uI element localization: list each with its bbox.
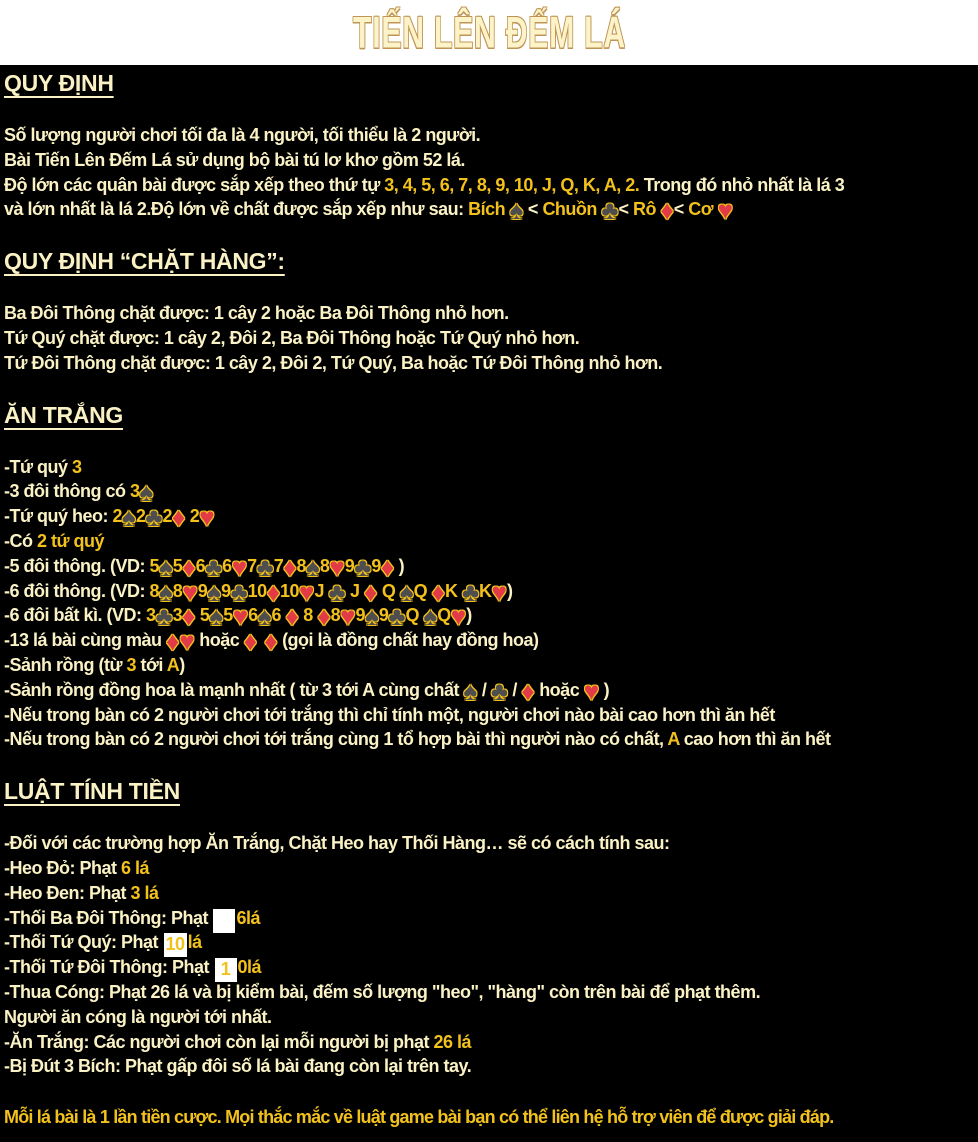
spade-icon: ♠ bbox=[423, 601, 438, 632]
diamond-icon: ♦ bbox=[182, 551, 196, 582]
rule-line bbox=[4, 1054, 972, 1079]
rule-line bbox=[4, 576, 972, 607]
club-icon: ♣ bbox=[256, 551, 274, 582]
diamond-icon: ♦ bbox=[283, 551, 297, 582]
text-segment: -Nếu trong bàn có 2 người chơi tới trắng cùng 1 tổ hợp bài thì người nào có chất, bbox=[4, 729, 668, 750]
section-heading: ĂN TRẮNG bbox=[4, 401, 123, 428]
text-segment: -Thối Tứ Đôi Thông: Phạt bbox=[4, 957, 214, 978]
highlight-text: Rô bbox=[633, 199, 661, 220]
highlight-box: 10 bbox=[164, 933, 187, 957]
heart-icon: ♥ bbox=[232, 601, 249, 632]
text-segment: -Tứ quý bbox=[4, 456, 73, 477]
rule-line bbox=[4, 529, 972, 554]
highlight-text: 6 lá bbox=[121, 857, 150, 878]
club-icon: ♣ bbox=[205, 551, 223, 582]
highlight-text: 2 bbox=[135, 506, 146, 527]
highlight-text: Mỗi lá bài là 1 lần tiền cược. Mọi thắc mắc về luật game bài bạn có thể liên hệ hỗ trợ viên để được giải đáp. bbox=[4, 1107, 834, 1128]
text-segment: -Nếu trong bàn có 2 người chơi tới trắng thì chỉ tính một, người chơi nào bài cao hơn thì ăn hết bbox=[4, 704, 775, 725]
rule-line bbox=[4, 195, 972, 226]
text-segment: < bbox=[618, 199, 633, 220]
text-segment: -Sảnh rồng (từ bbox=[4, 654, 127, 675]
rule-line bbox=[4, 626, 972, 657]
heart-icon: ♥ bbox=[329, 551, 345, 582]
text-segment: -Thua Cóng: Phạt 26 lá và bị kiểm bài, đếm số lượng "heo", "hàng" còn trên bài để phạt thêm. bbox=[4, 981, 761, 1002]
section-heading: QUY ĐỊNH bbox=[4, 70, 114, 96]
highlight-text: 26 lá bbox=[433, 1031, 472, 1052]
heart-icon: ♥ bbox=[491, 576, 507, 607]
spade-icon: ♠ bbox=[139, 477, 154, 508]
text-segment: ) bbox=[179, 654, 185, 675]
highlight-box bbox=[213, 909, 235, 933]
text-segment: cao hơn thì ăn hết bbox=[679, 729, 831, 750]
heart-icon: ♥ bbox=[717, 195, 734, 226]
rule-line bbox=[4, 477, 972, 508]
highlight-text: 9 bbox=[355, 605, 366, 626]
club-icon: ♣ bbox=[328, 576, 346, 607]
rule-line bbox=[4, 930, 972, 955]
text-segment: / bbox=[507, 679, 522, 700]
text-segment: -Heo Đỏ: Phạt bbox=[4, 857, 121, 878]
text-segment: ) bbox=[506, 580, 513, 601]
text-segment: hoặc bbox=[194, 630, 244, 651]
diamond-icon: ♦ bbox=[317, 601, 331, 632]
heart-icon: ♥ bbox=[299, 576, 315, 607]
highlight-text: 8 bbox=[298, 605, 318, 626]
highlight-text: 3 bbox=[172, 605, 183, 626]
text-segment: -Thối Tứ Quý: Phạt bbox=[4, 932, 163, 953]
spade-icon: ♠ bbox=[207, 576, 222, 607]
highlight-text: 6 bbox=[271, 605, 286, 626]
highlight-text: K bbox=[444, 580, 462, 601]
rule-line bbox=[4, 727, 972, 752]
text-segment: hoặc bbox=[534, 679, 584, 700]
spade-icon: ♠ bbox=[399, 576, 414, 607]
text-segment: < bbox=[673, 199, 689, 220]
spade-icon: ♠ bbox=[158, 576, 173, 607]
highlight-text: Q bbox=[437, 605, 451, 626]
heart-icon: ♥ bbox=[179, 626, 195, 657]
highlight-text: 3 bbox=[129, 481, 140, 502]
text-segment: tới bbox=[136, 654, 167, 675]
heart-icon: ♥ bbox=[450, 601, 467, 632]
highlight-text: 2 bbox=[162, 506, 172, 527]
text-segment: -Bị Đút 3 Bích: Phạt gấp đôi số lá bài đang còn lại trên tay. bbox=[4, 1056, 472, 1077]
spade-icon: ♠ bbox=[509, 195, 524, 226]
text-segment: -Có bbox=[4, 530, 37, 551]
highlight-text: 0lá bbox=[237, 957, 262, 978]
diamond-icon: ♦ bbox=[285, 601, 299, 632]
text-segment: -Heo Đen: Phạt bbox=[4, 882, 131, 903]
club-icon: ♣ bbox=[388, 601, 406, 632]
text-segment: < bbox=[523, 199, 543, 220]
rule-line bbox=[4, 1030, 972, 1055]
title-band bbox=[0, 0, 978, 65]
highlight-text: 3 bbox=[146, 605, 156, 626]
highlight-text: 7 bbox=[247, 555, 257, 576]
highlight-text: 8 bbox=[319, 555, 330, 576]
heart-icon: ♥ bbox=[340, 601, 356, 632]
highlight-text: 6lá bbox=[236, 907, 260, 928]
text-segment: -Ăn Trắng: Các người chơi còn lại mỗi người bị phạt bbox=[4, 1031, 434, 1052]
highlight-text: lá bbox=[187, 932, 202, 953]
highlight-text: 6 bbox=[222, 555, 232, 576]
rule-line bbox=[4, 881, 972, 906]
rule-line bbox=[4, 173, 972, 198]
footer-note-section bbox=[4, 1105, 972, 1130]
text-segment: -Thối Ba Đôi Thông: Phạt bbox=[4, 907, 213, 928]
text-segment: -6 đôi bất kì. (VD: bbox=[4, 605, 147, 626]
diamond-icon: ♦ bbox=[243, 626, 258, 657]
highlight-text: J bbox=[314, 580, 329, 601]
text-segment: -Đối với các trường hợp Ăn Trắng, Chặt Heo hay Thối Hàng… sẽ có cách tính sau: bbox=[4, 833, 670, 854]
text-segment: và lớn nhất là lá 2.Độ lớn về chất được sắp xếp như sau: bbox=[4, 199, 469, 220]
text-segment: -3 đôi thông có bbox=[4, 481, 130, 502]
highlight-text: 9 bbox=[378, 605, 389, 626]
spade-icon: ♠ bbox=[257, 601, 272, 632]
club-icon: ♣ bbox=[145, 502, 163, 533]
heart-icon: ♥ bbox=[199, 502, 215, 533]
rule-line bbox=[4, 675, 972, 706]
diamond-icon: ♦ bbox=[431, 576, 445, 607]
rule-line bbox=[4, 455, 972, 480]
spade-icon: ♠ bbox=[158, 551, 173, 582]
spade-icon: ♠ bbox=[306, 551, 320, 582]
diamond-icon: ♦ bbox=[266, 576, 280, 607]
highlight-text: 5 bbox=[195, 605, 210, 626]
highlight-text: 5 bbox=[172, 555, 183, 576]
highlight-text: 10 bbox=[247, 580, 267, 601]
highlight-text: 5 bbox=[149, 555, 159, 576]
highlight-text: 6 bbox=[195, 555, 206, 576]
rules-content bbox=[0, 70, 978, 1130]
highlight-text: 3 bbox=[72, 456, 82, 477]
text-segment: ) bbox=[599, 679, 610, 700]
text-segment: ) bbox=[466, 605, 472, 626]
club-icon: ♣ bbox=[230, 576, 248, 607]
text-segment: Trong đó nhỏ nhất là lá 3 bbox=[639, 174, 845, 195]
highlight-text: Chuồn bbox=[542, 199, 602, 220]
diamond-icon: ♦ bbox=[660, 195, 674, 226]
highlight-box: 1 bbox=[215, 958, 237, 982]
text-segment: -6 đôi thông. (VD: bbox=[4, 580, 150, 601]
highlight-text: 8 bbox=[172, 580, 183, 601]
spade-icon: ♠ bbox=[122, 502, 136, 533]
highlight-text: 2 tứ quý bbox=[37, 530, 105, 551]
highlight-text: 7 bbox=[273, 555, 284, 576]
highlight-text: 8 bbox=[149, 580, 159, 601]
highlight-text: 10 bbox=[279, 580, 299, 601]
highlight-text: Q bbox=[377, 580, 400, 601]
text-segment: Ba Đôi Thông chặt được: 1 cây 2 hoặc Ba Đôi Thông nhỏ hơn. bbox=[4, 303, 509, 324]
rule-line bbox=[4, 351, 972, 376]
text-segment: -5 đôi thông. (VD: bbox=[4, 555, 150, 576]
page-title: TIẾN LÊN ĐẾM LÁ bbox=[352, 7, 626, 57]
diamond-icon: ♦ bbox=[257, 626, 278, 657]
highlight-text: 3 bbox=[126, 654, 137, 675]
text-segment: Người ăn cóng là người tới nhất. bbox=[4, 1006, 272, 1027]
heart-icon: ♥ bbox=[583, 675, 600, 706]
club-icon: ♣ bbox=[461, 576, 479, 607]
highlight-text: 9 bbox=[221, 580, 231, 601]
section-heading: QUY ĐỊNH “CHẶT HÀNG”: bbox=[4, 248, 285, 275]
rule-line bbox=[4, 148, 972, 173]
text-segment: Bài Tiến Lên Đếm Lá sử dụng bộ bài tú lơ khơ gồm 52 lá. bbox=[4, 149, 465, 170]
club-icon: ♣ bbox=[155, 601, 173, 632]
spade-icon: ♠ bbox=[463, 675, 478, 706]
rule-line bbox=[4, 906, 972, 931]
rule-line bbox=[4, 502, 972, 533]
text-segment: -Sảnh rồng đồng hoa là mạnh nhất ( từ 3 tới A cùng chất bbox=[4, 679, 464, 700]
rule-line bbox=[4, 856, 972, 881]
diamond-icon: ♦ bbox=[182, 601, 196, 632]
highlight-text: 8 bbox=[330, 605, 341, 626]
highlight-text: 3 lá bbox=[130, 882, 159, 903]
text-segment: (gọi là đồng chất hay đồng hoa) bbox=[277, 630, 539, 651]
club-icon: ♣ bbox=[601, 195, 619, 226]
text-segment: -13 lá bài cùng màu bbox=[4, 630, 167, 651]
highlight-text: Bích bbox=[468, 199, 510, 220]
highlight-text: Cơ bbox=[688, 199, 718, 220]
rule-line bbox=[4, 703, 972, 728]
highlight-text: 9 bbox=[371, 555, 381, 576]
rules-section bbox=[4, 248, 972, 375]
highlight-text: Q bbox=[405, 605, 424, 626]
text-segment: -Tứ quý heo: bbox=[4, 506, 113, 527]
highlight-text: J bbox=[345, 580, 365, 601]
highlight-text: K bbox=[479, 580, 492, 601]
rule-line bbox=[4, 955, 972, 980]
text-segment: Tứ Quý chặt được: 1 cây 2, Đôi 2, Ba Đôi Thông hoặc Tứ Quý nhỏ hơn. bbox=[4, 327, 580, 348]
highlight-text: A bbox=[166, 654, 180, 675]
text-segment: / bbox=[477, 679, 491, 700]
rule-line bbox=[4, 551, 972, 582]
rule-line bbox=[4, 831, 972, 856]
highlight-text: 2 bbox=[112, 506, 123, 527]
club-icon: ♣ bbox=[354, 551, 372, 582]
rule-line bbox=[4, 653, 972, 678]
highlight-text: 2 bbox=[185, 506, 200, 527]
diamond-icon: ♦ bbox=[380, 551, 395, 582]
rule-line bbox=[4, 326, 972, 351]
text-segment: Tứ Đôi Thông chặt được: 1 cây 2, Đôi 2, Tứ Quý, Ba hoặc Tứ Đôi Thông nhỏ hơn. bbox=[4, 352, 663, 373]
rule-line bbox=[4, 980, 972, 1005]
footer-note bbox=[4, 1105, 972, 1130]
highlight-text: Q bbox=[413, 580, 432, 601]
diamond-icon: ♦ bbox=[166, 626, 180, 657]
spade-icon: ♠ bbox=[365, 601, 379, 632]
highlight-text: A bbox=[667, 729, 680, 750]
spade-icon: ♠ bbox=[209, 601, 224, 632]
highlight-text: 3, 4, 5, 6, 7, 8, 9, 10, J, Q, K, A, 2. bbox=[384, 174, 640, 195]
highlight-text: 6 bbox=[248, 605, 258, 626]
highlight-text: 9 bbox=[197, 580, 208, 601]
section-heading: LUẬT TÍNH TIỀN bbox=[4, 778, 180, 805]
rule-line bbox=[4, 601, 972, 632]
rule-line bbox=[4, 1005, 972, 1030]
club-icon: ♣ bbox=[490, 675, 508, 706]
text-segment: Số lượng người chơi tối đa là 4 người, tối thiểu là 2 người. bbox=[4, 125, 481, 145]
rule-line bbox=[4, 123, 972, 148]
rules-section bbox=[4, 70, 972, 226]
rules-section bbox=[4, 402, 972, 753]
heart-icon: ♥ bbox=[231, 551, 248, 582]
rules-section bbox=[4, 778, 972, 1079]
rule-line bbox=[4, 301, 972, 326]
highlight-text: 5 bbox=[223, 605, 233, 626]
diamond-icon: ♦ bbox=[171, 502, 186, 533]
text-segment: Độ lớn các quân bài được sắp xếp theo thứ tự bbox=[4, 174, 385, 195]
text-segment: ) bbox=[394, 555, 405, 576]
diamond-icon: ♦ bbox=[364, 576, 378, 607]
highlight-text: 8 bbox=[296, 555, 307, 576]
heart-icon: ♥ bbox=[182, 576, 198, 607]
highlight-text: 9 bbox=[344, 555, 355, 576]
diamond-icon: ♦ bbox=[521, 675, 535, 706]
